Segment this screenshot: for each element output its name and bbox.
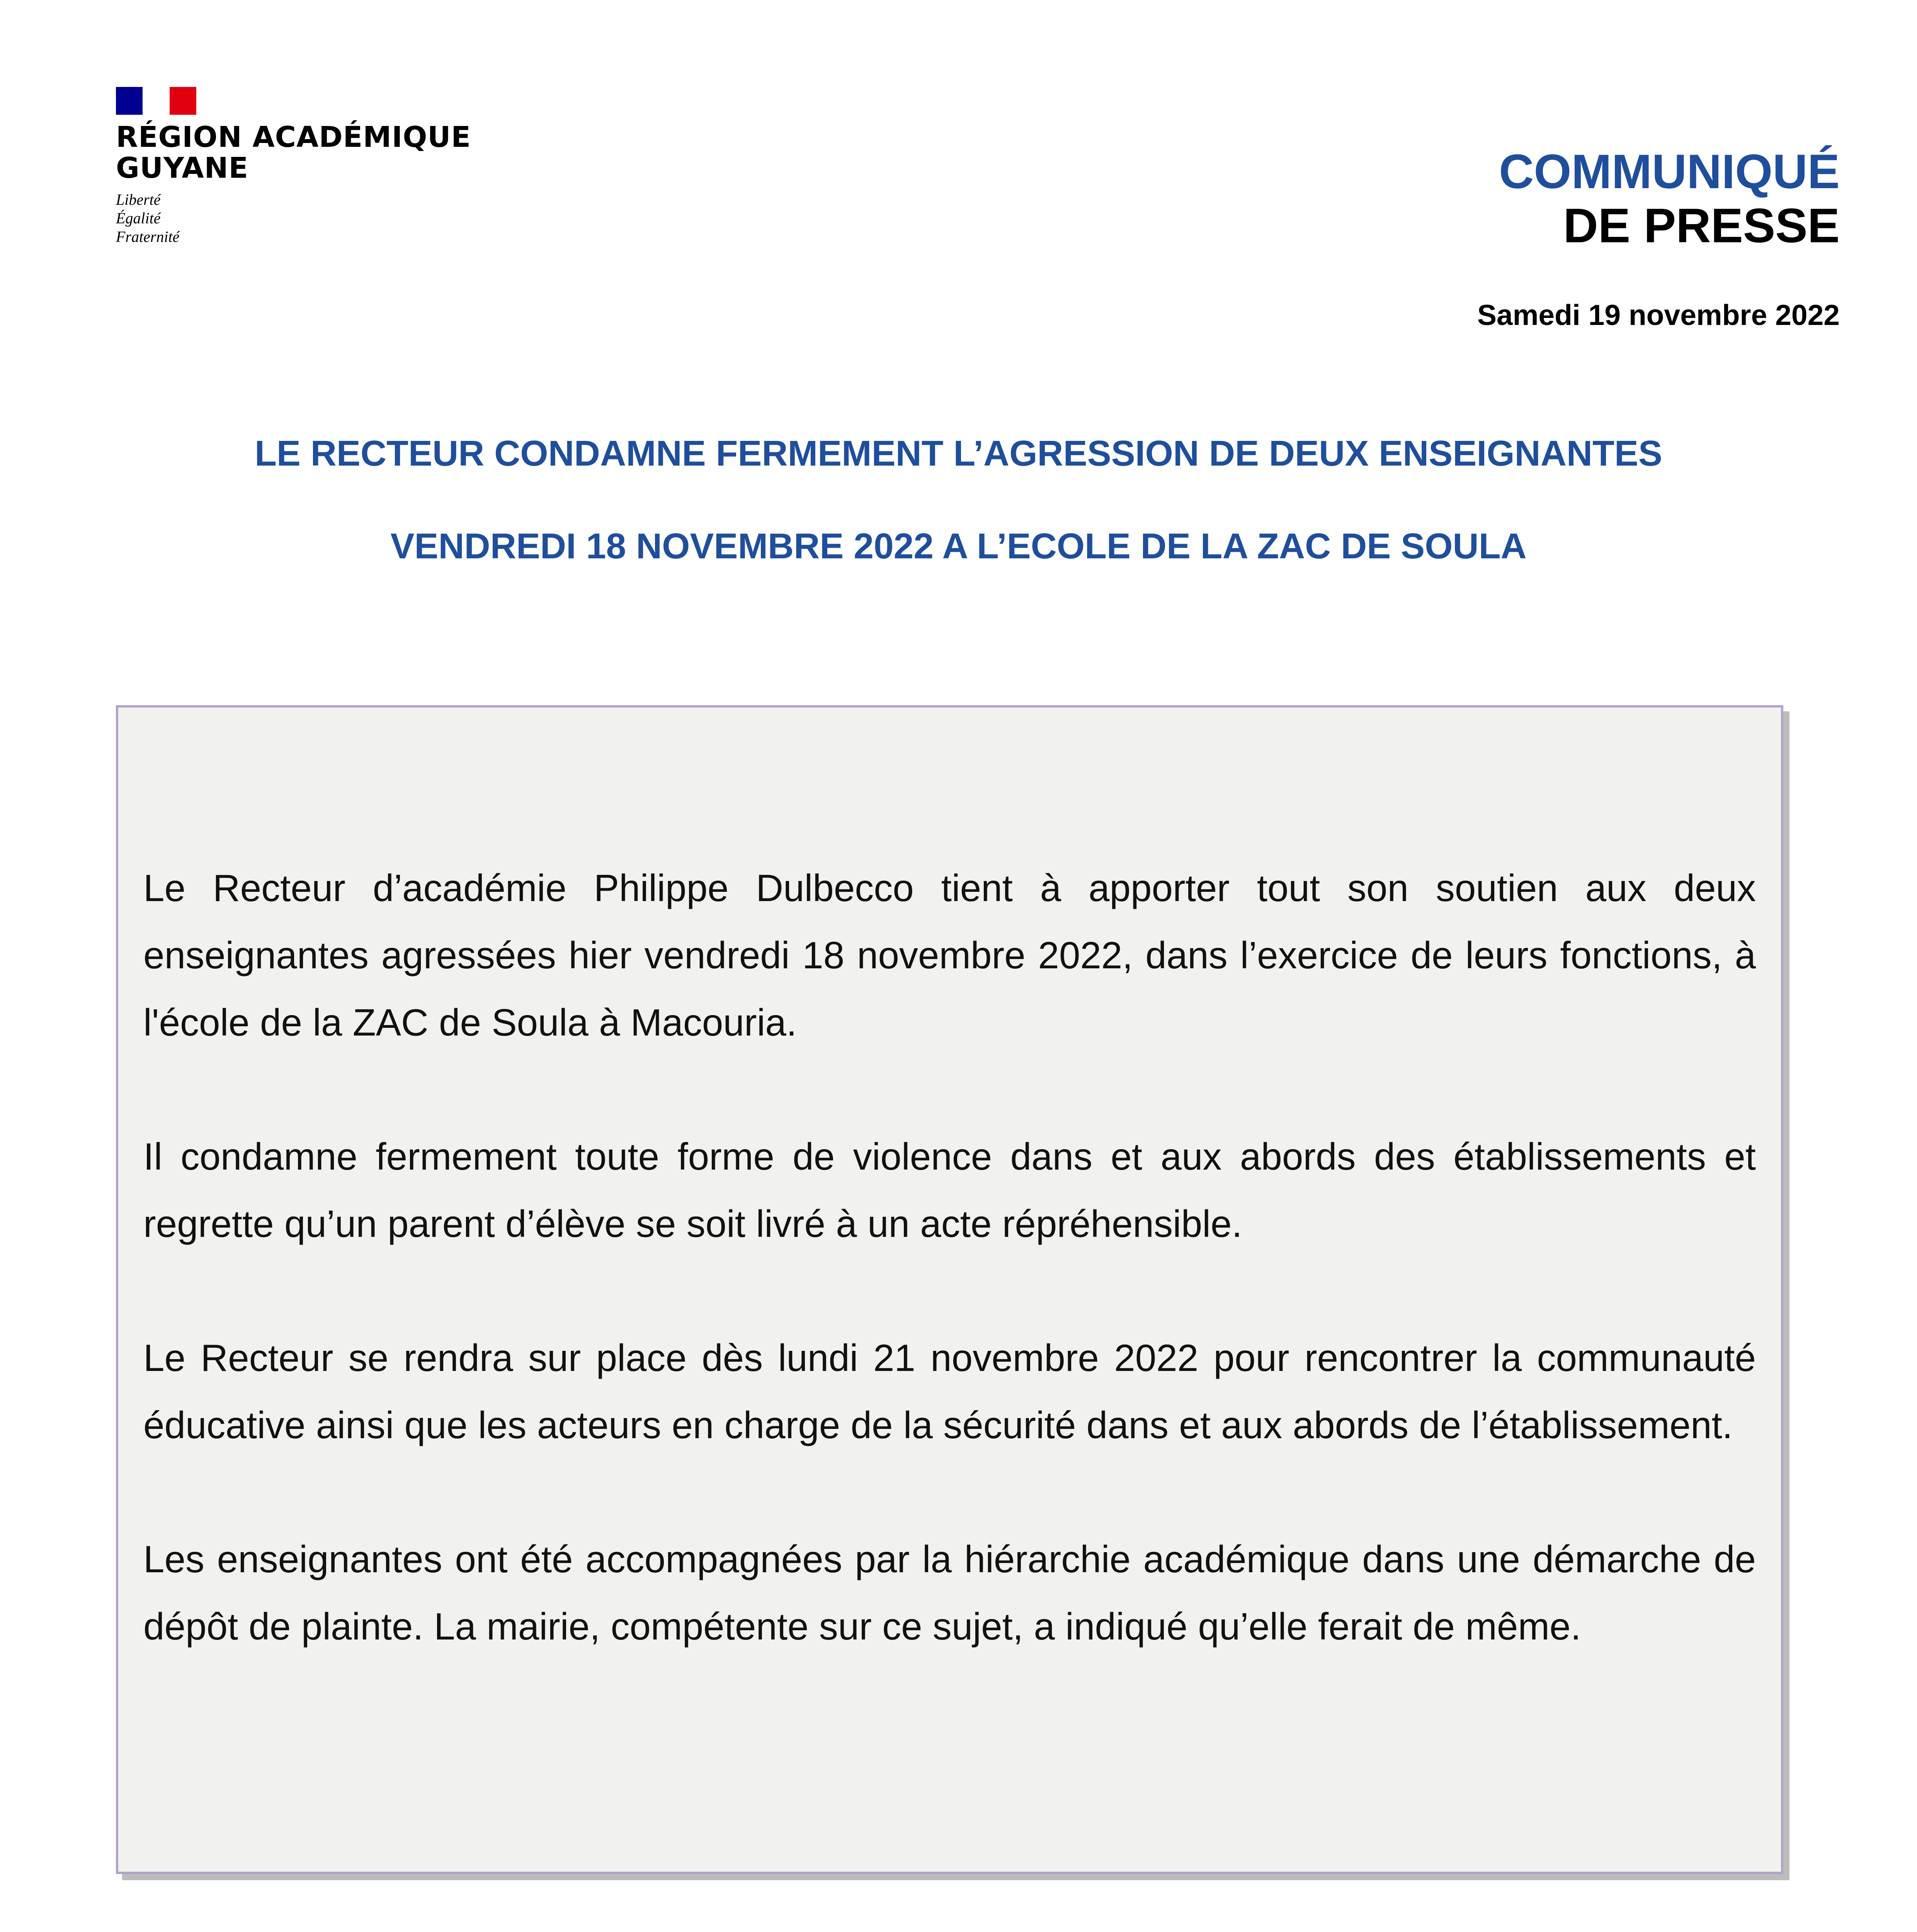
title-line2: DE PRESSE <box>1563 199 1840 253</box>
document-type-title <box>1499 145 1840 253</box>
motto-fraternite: Fraternité <box>116 228 180 245</box>
paragraph-1: Le Recteur d’académie Philippe Dulbecco tient à apporter tout son soutien aux deux enseignantes agressées hier vendredi 18 novembre 2022, dans l’exercice de leurs fonctions, à l'école de la ZAC de Soula à Macouria. <box>143 867 1756 1044</box>
institution-name-line1: RÉGION ACADÉMIQUE <box>116 121 471 154</box>
republic-motto <box>116 190 471 246</box>
publication-date: Samedi 19 novembre 2022 <box>1477 299 1840 331</box>
paragraph-2: Il condamne fermement toute forme de violence dans et aux abords des établissements et regrette qu’un parent d’élève se soit livré à un acte répréhensible. <box>143 1135 1756 1245</box>
institution-name <box>116 122 471 184</box>
institution-logo <box>116 87 471 246</box>
headline-line2: VENDREDI 18 NOVEMBRE 2022 A L’ECOLE DE LA ZAC DE SOULA <box>390 526 1527 566</box>
motto-egalite: Égalité <box>116 209 161 227</box>
motto-liberte: Liberté <box>116 191 161 208</box>
french-flag-icon <box>116 87 196 115</box>
headline-line1: LE RECTEUR CONDAMNE FERMEMENT L’AGRESSION DE DEUX ENSEIGNANTES <box>255 433 1662 473</box>
paragraph-4: Les enseignantes ont été accompagnées par la hiérarchie académique dans une démarche de dépôt de plainte. La mairie, compétente sur ce sujet, a indiqué qu’elle ferait de même. <box>143 1538 1756 1648</box>
statement-panel <box>116 705 1783 1874</box>
title-line1: COMMUNIQUÉ <box>1499 145 1840 199</box>
statement-body <box>143 854 1756 1727</box>
institution-name-line2: GUYANE <box>116 151 249 185</box>
paragraph-3: Le Recteur se rendra sur place dès lundi 21 novembre 2022 pour rencontrer la communauté éducative ainsi que les acteurs en charge de la sécurité dans et aux abords de l’établissement. <box>143 1337 1756 1446</box>
